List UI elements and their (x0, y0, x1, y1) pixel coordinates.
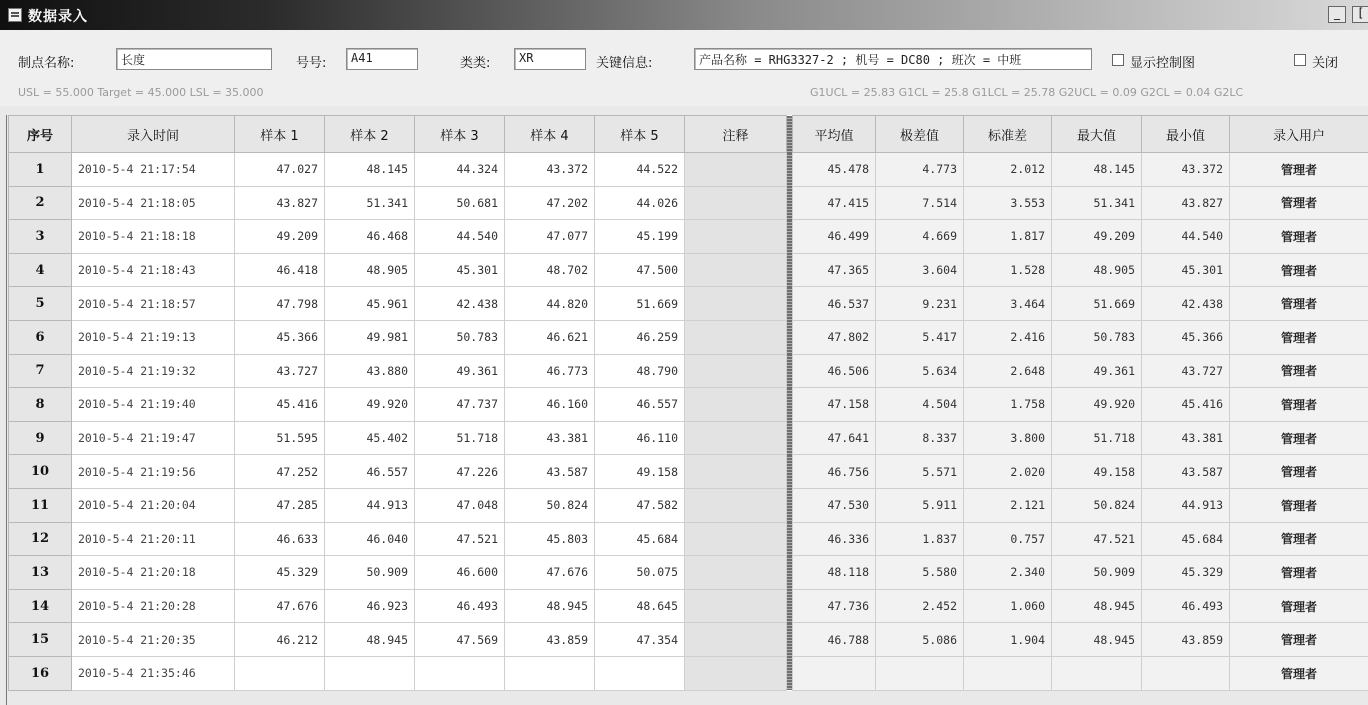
std-dev-cell[interactable]: 3.553 (964, 186, 1052, 220)
sample-2-cell[interactable]: 49.981 (325, 320, 415, 354)
table-row[interactable] (9, 455, 1368, 489)
std-dev-cell[interactable]: 2.121 (964, 488, 1052, 522)
sample-1-cell[interactable] (235, 656, 325, 690)
std-dev-cell[interactable]: 3.464 (964, 287, 1052, 321)
sample-5-cell[interactable]: 47.500 (595, 253, 685, 287)
average-cell[interactable]: 48.118 (793, 556, 876, 590)
sample-4-cell[interactable] (505, 656, 595, 690)
sample-1-cell[interactable]: 47.252 (235, 455, 325, 489)
range-cell[interactable]: 9.231 (876, 287, 964, 321)
col-header-sample-3[interactable]: 样本 3 (415, 116, 505, 153)
entry-time-cell[interactable]: 2010-5-4 21:19:40 (72, 388, 235, 422)
sample-1-cell[interactable]: 43.727 (235, 354, 325, 388)
max-cell[interactable]: 49.920 (1052, 388, 1142, 422)
sample-1-cell[interactable]: 49.209 (235, 220, 325, 254)
note-cell[interactable] (685, 522, 787, 556)
range-cell[interactable] (876, 656, 964, 690)
key-info-field[interactable]: 产品名称 = RHG3327-2 ; 机号 = DC80 ; 班次 = 中班 (694, 48, 1092, 70)
note-cell[interactable] (685, 589, 787, 623)
note-cell[interactable] (685, 220, 787, 254)
sample-1-cell[interactable]: 45.366 (235, 320, 325, 354)
col-header-max[interactable]: 最大值 (1052, 116, 1142, 153)
entry-time-cell[interactable]: 2010-5-4 21:20:18 (72, 556, 235, 590)
show-chart-label: 显示控制图 (1130, 56, 1196, 71)
entry-user-cell[interactable]: 管理者 (1230, 388, 1368, 422)
entry-user-cell[interactable]: 管理者 (1230, 589, 1368, 623)
range-cell[interactable]: 5.634 (876, 354, 964, 388)
sample-2-cell[interactable]: 46.557 (325, 455, 415, 489)
sample-5-cell[interactable] (595, 656, 685, 690)
row-number-cell[interactable]: 11 (9, 488, 72, 522)
sample-2-cell[interactable]: 48.905 (325, 253, 415, 287)
sample-4-cell[interactable]: 48.702 (505, 253, 595, 287)
sample-5-cell[interactable]: 48.645 (595, 589, 685, 623)
entry-time-cell[interactable]: 2010-5-4 21:20:35 (72, 623, 235, 657)
type-label: 类类: (460, 56, 491, 71)
std-dev-cell[interactable]: 2.340 (964, 556, 1052, 590)
note-cell[interactable] (685, 488, 787, 522)
row-number-cell[interactable]: 10 (9, 455, 72, 489)
sample-5-cell[interactable]: 49.158 (595, 455, 685, 489)
min-cell[interactable]: 42.438 (1142, 287, 1230, 321)
col-header-time[interactable]: 录入时间 (72, 116, 235, 153)
sample-3-cell[interactable]: 44.324 (415, 153, 505, 187)
control-limits-text: G1UCL = 25.83 G1CL = 25.8 G1LCL = 25.78 G2UCL = 0.09 G2CL = 0.04 G2LC (810, 86, 1244, 99)
sample-2-cell[interactable]: 45.402 (325, 421, 415, 455)
table-row[interactable] (9, 287, 1368, 321)
average-cell[interactable]: 46.499 (793, 220, 876, 254)
row-number-cell[interactable]: 5 (9, 287, 72, 321)
average-cell[interactable]: 47.802 (793, 320, 876, 354)
sample-1-cell[interactable]: 46.212 (235, 623, 325, 657)
average-cell[interactable]: 47.641 (793, 421, 876, 455)
sample-1-cell[interactable]: 47.285 (235, 488, 325, 522)
min-cell[interactable]: 45.416 (1142, 388, 1230, 422)
std-dev-cell[interactable]: 3.800 (964, 421, 1052, 455)
sample-2-cell[interactable]: 46.468 (325, 220, 415, 254)
entry-user-cell[interactable]: 管理者 (1230, 623, 1368, 657)
sample-4-cell[interactable]: 43.859 (505, 623, 595, 657)
min-cell[interactable]: 43.372 (1142, 153, 1230, 187)
col-header-sample-2[interactable]: 样本 2 (325, 116, 415, 153)
average-cell[interactable]: 45.478 (793, 153, 876, 187)
row-number-cell[interactable]: 12 (9, 522, 72, 556)
note-cell[interactable] (685, 153, 787, 187)
row-number-cell[interactable]: 13 (9, 556, 72, 590)
sample-1-cell[interactable]: 47.798 (235, 287, 325, 321)
range-cell[interactable]: 5.580 (876, 556, 964, 590)
range-cell[interactable]: 4.773 (876, 153, 964, 187)
std-dev-cell[interactable]: 2.012 (964, 153, 1052, 187)
entry-user-cell[interactable]: 管理者 (1230, 220, 1368, 254)
min-cell[interactable]: 43.727 (1142, 354, 1230, 388)
sample-4-cell[interactable]: 43.372 (505, 153, 595, 187)
average-cell[interactable]: 47.736 (793, 589, 876, 623)
col-header-average[interactable]: 平均值 (793, 116, 876, 153)
sample-2-cell[interactable]: 51.341 (325, 186, 415, 220)
entry-user-cell[interactable]: 管理者 (1230, 320, 1368, 354)
note-cell[interactable] (685, 623, 787, 657)
table-row[interactable] (9, 388, 1368, 422)
col-header-user[interactable]: 录入用户 (1230, 116, 1368, 153)
entry-user-cell[interactable]: 管理者 (1230, 556, 1368, 590)
sample-2-cell[interactable]: 46.923 (325, 589, 415, 623)
sample-1-cell[interactable]: 47.676 (235, 589, 325, 623)
average-cell[interactable]: 46.537 (793, 287, 876, 321)
sample-4-cell[interactable]: 46.160 (505, 388, 595, 422)
entry-time-cell[interactable]: 2010-5-4 21:17:54 (72, 153, 235, 187)
entry-time-cell[interactable]: 2010-5-4 21:18:18 (72, 220, 235, 254)
sample-4-cell[interactable]: 43.381 (505, 421, 595, 455)
std-dev-cell[interactable]: 0.757 (964, 522, 1052, 556)
sample-3-cell[interactable]: 49.361 (415, 354, 505, 388)
sample-3-cell[interactable]: 47.048 (415, 488, 505, 522)
table-row[interactable] (9, 186, 1368, 220)
entry-user-cell[interactable]: 管理者 (1230, 656, 1368, 690)
table-row[interactable] (9, 320, 1368, 354)
table-row[interactable] (9, 354, 1368, 388)
entry-time-cell[interactable]: 2010-5-4 21:18:57 (72, 287, 235, 321)
sample-1-cell[interactable]: 46.633 (235, 522, 325, 556)
col-header-note[interactable]: 注释 (685, 116, 787, 153)
note-cell[interactable] (685, 656, 787, 690)
table-row[interactable] (9, 220, 1368, 254)
sample-2-cell[interactable]: 43.880 (325, 354, 415, 388)
range-cell[interactable]: 1.837 (876, 522, 964, 556)
max-cell[interactable]: 50.909 (1052, 556, 1142, 590)
sample-1-cell[interactable]: 47.027 (235, 153, 325, 187)
sample-4-cell[interactable]: 43.587 (505, 455, 595, 489)
sample-5-cell[interactable]: 46.110 (595, 421, 685, 455)
entry-user-cell[interactable]: 管理者 (1230, 522, 1368, 556)
show-chart-checkbox[interactable] (1112, 54, 1124, 66)
note-cell[interactable] (685, 388, 787, 422)
entry-time-cell[interactable]: 2010-5-4 21:19:32 (72, 354, 235, 388)
col-header-sample-4[interactable]: 样本 4 (505, 116, 595, 153)
entry-user-cell[interactable]: 管理者 (1230, 455, 1368, 489)
average-cell[interactable]: 46.788 (793, 623, 876, 657)
sample-4-cell[interactable]: 46.773 (505, 354, 595, 388)
sample-3-cell[interactable]: 47.226 (415, 455, 505, 489)
min-cell[interactable]: 45.301 (1142, 253, 1230, 287)
sample-5-cell[interactable]: 51.669 (595, 287, 685, 321)
grid-body (9, 153, 1368, 691)
entry-user-cell[interactable]: 管理者 (1230, 287, 1368, 321)
spec-limits-text: USL = 55.000 Target = 45.000 LSL = 35.000 (18, 86, 264, 99)
sample-4-cell[interactable]: 48.945 (505, 589, 595, 623)
range-cell[interactable]: 5.911 (876, 488, 964, 522)
note-cell[interactable] (685, 421, 787, 455)
average-cell[interactable]: 46.336 (793, 522, 876, 556)
note-cell[interactable] (685, 320, 787, 354)
max-cell[interactable]: 51.341 (1052, 186, 1142, 220)
col-header-sample-5[interactable]: 样本 5 (595, 116, 685, 153)
sample-3-cell[interactable]: 50.783 (415, 320, 505, 354)
point-name-field[interactable]: 长度 (116, 48, 272, 70)
sample-4-cell[interactable]: 50.824 (505, 488, 595, 522)
sample-1-cell[interactable]: 51.595 (235, 421, 325, 455)
table-row[interactable] (9, 656, 1368, 690)
min-cell[interactable]: 44.540 (1142, 220, 1230, 254)
note-cell[interactable] (685, 354, 787, 388)
sample-1-cell[interactable]: 43.827 (235, 186, 325, 220)
min-cell[interactable]: 44.913 (1142, 488, 1230, 522)
sample-2-cell[interactable]: 50.909 (325, 556, 415, 590)
sample-3-cell[interactable]: 47.569 (415, 623, 505, 657)
col-header-sample-1[interactable]: 样本 1 (235, 116, 325, 153)
sample-5-cell[interactable]: 47.354 (595, 623, 685, 657)
sample-2-cell[interactable] (325, 656, 415, 690)
range-cell[interactable]: 5.086 (876, 623, 964, 657)
entry-user-cell[interactable]: 管理者 (1230, 186, 1368, 220)
row-number-cell[interactable]: 9 (9, 421, 72, 455)
max-cell[interactable]: 48.145 (1052, 153, 1142, 187)
minimize-button[interactable]: _ (1328, 6, 1346, 23)
row-number-cell[interactable]: 4 (9, 253, 72, 287)
col-header-min[interactable]: 最小值 (1142, 116, 1230, 153)
sample-2-cell[interactable]: 44.913 (325, 488, 415, 522)
sample-2-cell[interactable]: 45.961 (325, 287, 415, 321)
min-cell[interactable]: 43.827 (1142, 186, 1230, 220)
sample-3-cell[interactable]: 42.438 (415, 287, 505, 321)
row-number-cell[interactable]: 16 (9, 656, 72, 690)
sample-3-cell[interactable]: 44.540 (415, 220, 505, 254)
entry-user-cell[interactable]: 管理者 (1230, 153, 1368, 187)
average-cell[interactable]: 47.365 (793, 253, 876, 287)
entry-time-cell[interactable]: 2010-5-4 21:19:47 (72, 421, 235, 455)
range-cell[interactable]: 3.604 (876, 253, 964, 287)
entry-time-cell[interactable]: 2010-5-4 21:20:28 (72, 589, 235, 623)
key-info-label: 关键信息: (596, 56, 653, 71)
entry-time-cell[interactable]: 2010-5-4 21:19:13 (72, 320, 235, 354)
entry-time-cell[interactable]: 2010-5-4 21:20:04 (72, 488, 235, 522)
table-row[interactable] (9, 589, 1368, 623)
type-field[interactable]: XR (514, 48, 586, 70)
max-cell[interactable]: 50.783 (1052, 320, 1142, 354)
sample-3-cell[interactable]: 47.521 (415, 522, 505, 556)
sample-1-cell[interactable]: 46.418 (235, 253, 325, 287)
sample-4-cell[interactable]: 44.820 (505, 287, 595, 321)
average-cell[interactable]: 46.756 (793, 455, 876, 489)
row-number-cell[interactable]: 6 (9, 320, 72, 354)
number-label: 号号: (296, 56, 327, 71)
sample-2-cell[interactable]: 48.945 (325, 623, 415, 657)
col-header-no[interactable]: 序号 (9, 116, 72, 153)
range-cell[interactable]: 7.514 (876, 186, 964, 220)
sample-3-cell[interactable]: 51.718 (415, 421, 505, 455)
max-cell[interactable]: 48.945 (1052, 589, 1142, 623)
sample-2-cell[interactable]: 49.920 (325, 388, 415, 422)
window-app-icon (8, 8, 22, 22)
sample-4-cell[interactable]: 47.077 (505, 220, 595, 254)
average-cell[interactable]: 47.415 (793, 186, 876, 220)
note-cell[interactable] (685, 455, 787, 489)
row-number-cell[interactable]: 7 (9, 354, 72, 388)
std-dev-cell[interactable]: 1.817 (964, 220, 1052, 254)
average-cell[interactable]: 46.506 (793, 354, 876, 388)
title-bar[interactable] (0, 0, 1368, 30)
toolbar (0, 30, 1368, 106)
sample-5-cell[interactable]: 44.026 (595, 186, 685, 220)
max-cell[interactable]: 47.521 (1052, 522, 1142, 556)
table-row[interactable] (9, 253, 1368, 287)
entry-user-cell[interactable]: 管理者 (1230, 488, 1368, 522)
sample-4-cell[interactable]: 45.803 (505, 522, 595, 556)
range-cell[interactable]: 4.504 (876, 388, 964, 422)
sample-1-cell[interactable]: 45.329 (235, 556, 325, 590)
average-cell[interactable]: 47.530 (793, 488, 876, 522)
row-number-cell[interactable]: 2 (9, 186, 72, 220)
sample-5-cell[interactable]: 45.684 (595, 522, 685, 556)
sample-5-cell[interactable]: 44.522 (595, 153, 685, 187)
sample-4-cell[interactable]: 47.202 (505, 186, 595, 220)
entry-time-cell[interactable]: 2010-5-4 21:35:46 (72, 656, 235, 690)
min-cell[interactable]: 43.859 (1142, 623, 1230, 657)
max-cell[interactable]: 49.158 (1052, 455, 1142, 489)
max-cell[interactable] (1052, 656, 1142, 690)
col-header-range[interactable]: 极差值 (876, 116, 964, 153)
point-name-label: 制点名称: (18, 56, 75, 71)
max-cell[interactable]: 51.669 (1052, 287, 1142, 321)
header-row (9, 116, 1368, 153)
row-number-cell[interactable]: 15 (9, 623, 72, 657)
max-cell[interactable]: 51.718 (1052, 421, 1142, 455)
data-grid (8, 115, 1368, 691)
entry-time-cell[interactable]: 2010-5-4 21:19:56 (72, 455, 235, 489)
sample-3-cell[interactable]: 46.600 (415, 556, 505, 590)
note-cell[interactable] (685, 253, 787, 287)
row-number-cell[interactable]: 1 (9, 153, 72, 187)
entry-user-cell[interactable]: 管理者 (1230, 354, 1368, 388)
row-number-cell[interactable]: 3 (9, 220, 72, 254)
max-cell[interactable]: 49.361 (1052, 354, 1142, 388)
min-cell[interactable]: 43.587 (1142, 455, 1230, 489)
std-dev-cell[interactable]: 1.758 (964, 388, 1052, 422)
std-dev-cell[interactable]: 1.904 (964, 623, 1052, 657)
min-cell[interactable]: 46.493 (1142, 589, 1230, 623)
entry-time-cell[interactable]: 2010-5-4 21:20:11 (72, 522, 235, 556)
std-dev-cell[interactable]: 2.648 (964, 354, 1052, 388)
sample-5-cell[interactable]: 47.582 (595, 488, 685, 522)
entry-user-cell[interactable]: 管理者 (1230, 253, 1368, 287)
table-row[interactable] (9, 623, 1368, 657)
min-cell[interactable]: 45.366 (1142, 320, 1230, 354)
range-cell[interactable]: 8.337 (876, 421, 964, 455)
sample-5-cell[interactable]: 50.075 (595, 556, 685, 590)
sample-5-cell[interactable]: 48.790 (595, 354, 685, 388)
std-dev-cell[interactable]: 1.060 (964, 589, 1052, 623)
sample-3-cell[interactable]: 46.493 (415, 589, 505, 623)
sample-5-cell[interactable]: 45.199 (595, 220, 685, 254)
average-cell[interactable]: 47.158 (793, 388, 876, 422)
range-cell[interactable]: 5.417 (876, 320, 964, 354)
sample-3-cell[interactable]: 45.301 (415, 253, 505, 287)
note-cell[interactable] (685, 186, 787, 220)
std-dev-cell[interactable]: 2.416 (964, 320, 1052, 354)
entry-time-cell[interactable]: 2010-5-4 21:18:05 (72, 186, 235, 220)
row-number-cell[interactable]: 14 (9, 589, 72, 623)
sample-3-cell[interactable] (415, 656, 505, 690)
number-field[interactable]: A41 (346, 48, 418, 70)
std-dev-cell[interactable] (964, 656, 1052, 690)
range-cell[interactable]: 4.669 (876, 220, 964, 254)
min-cell[interactable]: 45.684 (1142, 522, 1230, 556)
col-header-std-dev[interactable]: 标准差 (964, 116, 1052, 153)
average-cell[interactable] (793, 656, 876, 690)
close-option-label: 关闭 (1312, 56, 1339, 71)
range-cell[interactable]: 5.571 (876, 455, 964, 489)
sample-1-cell[interactable]: 45.416 (235, 388, 325, 422)
sample-5-cell[interactable]: 46.259 (595, 320, 685, 354)
std-dev-cell[interactable]: 2.020 (964, 455, 1052, 489)
table-row[interactable] (9, 522, 1368, 556)
std-dev-cell[interactable]: 1.528 (964, 253, 1052, 287)
sample-4-cell[interactable]: 46.621 (505, 320, 595, 354)
row-number-cell[interactable]: 8 (9, 388, 72, 422)
entry-time-cell[interactable]: 2010-5-4 21:18:43 (72, 253, 235, 287)
max-cell[interactable]: 48.905 (1052, 253, 1142, 287)
sample-5-cell[interactable]: 46.557 (595, 388, 685, 422)
min-cell[interactable]: 43.381 (1142, 421, 1230, 455)
sample-2-cell[interactable]: 46.040 (325, 522, 415, 556)
max-cell[interactable]: 50.824 (1052, 488, 1142, 522)
range-cell[interactable]: 2.452 (876, 589, 964, 623)
min-cell[interactable]: 45.329 (1142, 556, 1230, 590)
sample-4-cell[interactable]: 47.676 (505, 556, 595, 590)
table-row[interactable] (9, 556, 1368, 590)
min-cell[interactable] (1142, 656, 1230, 690)
note-cell[interactable] (685, 556, 787, 590)
table-row[interactable] (9, 153, 1368, 187)
close-checkbox[interactable] (1294, 54, 1306, 66)
max-cell[interactable]: 49.209 (1052, 220, 1142, 254)
close-window-button[interactable]: [ (1352, 6, 1368, 23)
sample-3-cell[interactable]: 50.681 (415, 186, 505, 220)
note-cell[interactable] (685, 287, 787, 321)
max-cell[interactable]: 48.945 (1052, 623, 1142, 657)
entry-user-cell[interactable]: 管理者 (1230, 421, 1368, 455)
sample-2-cell[interactable]: 48.145 (325, 153, 415, 187)
table-row[interactable] (9, 421, 1368, 455)
window-title: 数据录入 (28, 9, 88, 25)
table-row[interactable] (9, 488, 1368, 522)
sample-3-cell[interactable]: 47.737 (415, 388, 505, 422)
left-border (6, 115, 7, 705)
